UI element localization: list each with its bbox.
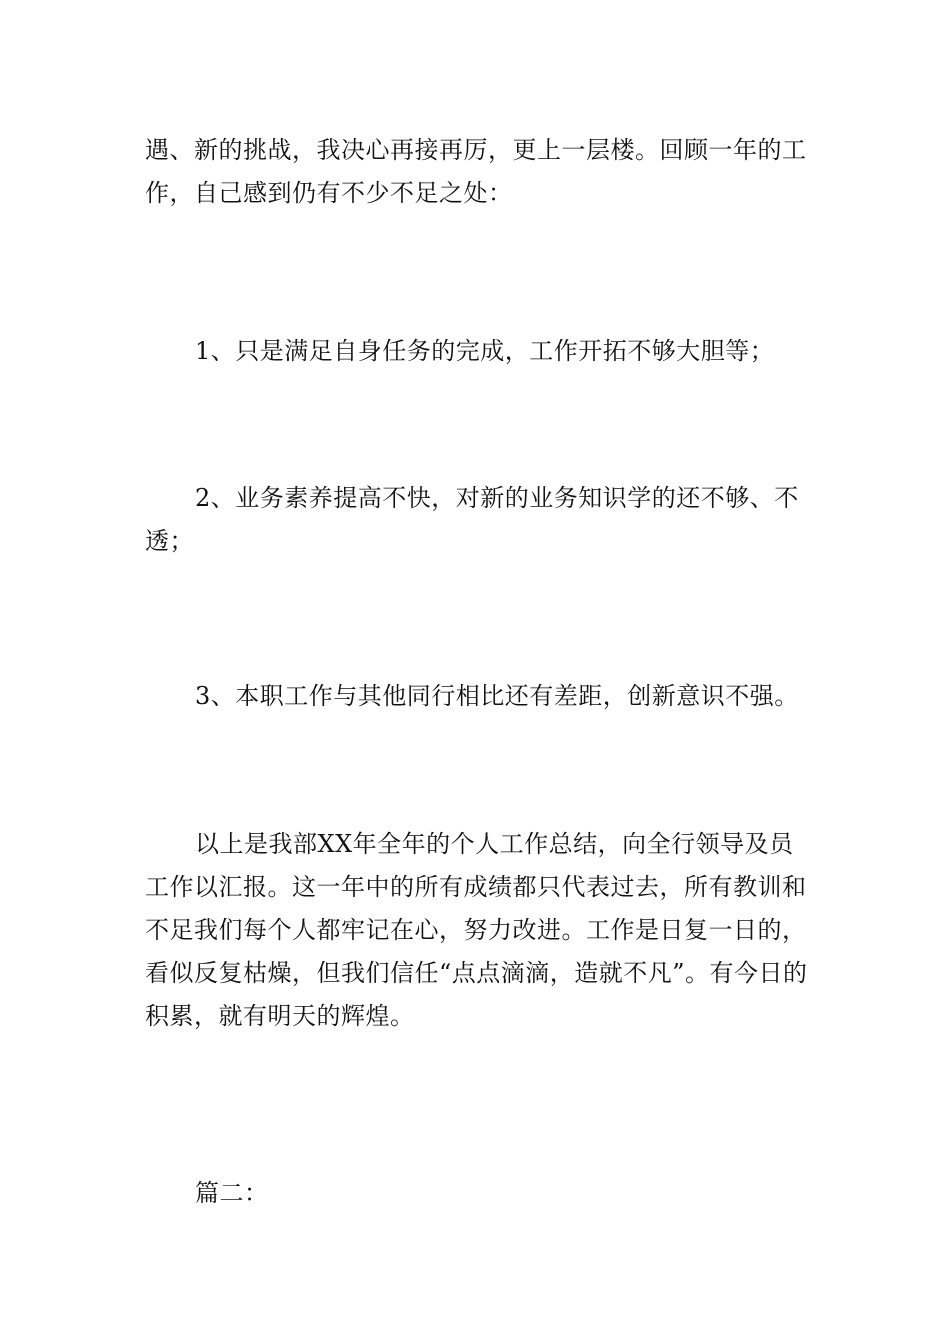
summary-paragraph: 以上是我部XX年全年的个人工作总结，向全行领导及员工作以汇报。这一年中的所有成绩都只代表过去，所有教训和不足我们每个人都牢记在心，努力改进。工作是日复一日的，看似反复枯燥，但我们信任“点点滴滴，造就不凡”。有今日的积累，就有明天的辉煌。: [145, 830, 808, 1030]
list-item-2: 2、业务素养提高不快，对新的业务知识学的还不够、不透；: [145, 484, 799, 555]
section-heading: 篇二：: [195, 1179, 269, 1207]
list-item-3: 3、本职工作与其他同行相比还有差距，创新意识不强。: [195, 682, 799, 710]
list-item-1: 1、只是满足自身任务的完成，工作开拓不够大胆等；: [195, 337, 775, 365]
paragraph-continuation: 遇、新的挑战，我决心再接再厉，更上一层楼。回顾一年的工作，自己感到仍有不少不足之处：: [145, 136, 807, 207]
